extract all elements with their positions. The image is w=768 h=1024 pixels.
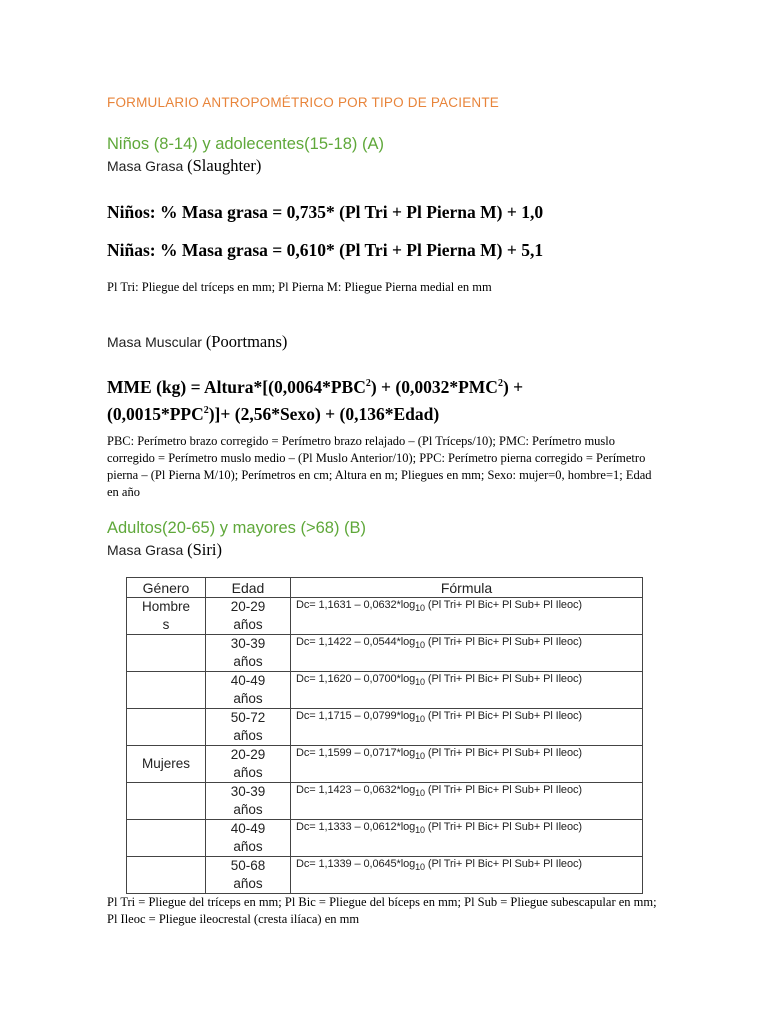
edad-range: 50-68: [230, 858, 266, 873]
section-a-heading: Niños (8-14) y adolecentes(15-18) (A): [107, 135, 384, 153]
cell-formula: [291, 783, 643, 820]
formula-ninos: Niños: % Masa grasa = 0,735* (Pl Tri + Pl Pierna M) + 1,0: [107, 202, 544, 222]
formula-head: Dc= 1,1620 – 0,0700*: [296, 673, 401, 685]
cell-formula: [291, 598, 643, 635]
log-base: 10: [415, 677, 425, 687]
cell-formula: [291, 746, 643, 783]
table-row: [127, 672, 643, 709]
genero-line1: Hombre: [141, 599, 190, 614]
cell-genero: [127, 857, 206, 894]
formula-head: Dc= 1,1423 – 0,0632*: [296, 784, 401, 796]
masa-grasa-label-text-b: Masa Grasa: [107, 542, 184, 558]
table-row: [127, 635, 643, 672]
edad-unit: años: [233, 617, 263, 632]
formula-mme-line1: MME $(kg) = Altura*[(0,0064*PBC^2) + (0,0032*PMC^2)$ +: [107, 376, 524, 397]
cell-genero: [127, 598, 206, 635]
cell-edad: [206, 783, 291, 820]
masa-grasa-label-b: [107, 540, 222, 560]
note-mme: PBC: Perímetro brazo corregido = Perímetro brazo relajado – (Pl Tríceps/10); PMC: Perímetro muslo corregido = Perímetro muslo medio – (Pl Muslo Anterior/10); PPC: Perímetro pierna corregido = Perímetro pierna – (Pl Pierna M/10); Perímetros en cm; Altura en m; Pliegues en mm; Sexo: mujer=0, hombre=1; Edad en año: [107, 434, 652, 499]
log-base: 10: [415, 751, 425, 761]
cell-formula: [291, 709, 643, 746]
cell-edad: [206, 857, 291, 894]
edad-range: 50-72: [230, 710, 266, 725]
genero-line2: s: [162, 617, 170, 632]
edad-unit: años: [233, 728, 263, 743]
cell-genero: [127, 820, 206, 857]
masa-grasa-label-text: Masa Grasa: [107, 158, 184, 174]
cell-genero: [127, 746, 206, 783]
page-title: FORMULARIO ANTROPOMÉTRICO POR TIPO DE PACIENTE: [107, 95, 499, 110]
formula-tail: (Pl Tri+ Pl Bic+ Pl Sub+ Pl Ileoc): [427, 673, 582, 685]
log-text: log: [400, 636, 416, 648]
header-formula: Fórmula: [291, 578, 643, 598]
header-genero: Género: [127, 578, 206, 598]
cell-formula: [291, 635, 643, 672]
cell-edad: [206, 598, 291, 635]
log-base: 10: [415, 603, 425, 613]
table-row: [127, 598, 643, 635]
log-base: 10: [415, 714, 425, 724]
cell-formula: [291, 672, 643, 709]
formula-tail: (Pl Tri+ Pl Bic+ Pl Sub+ Pl Ileoc): [427, 747, 582, 759]
cell-edad: [206, 709, 291, 746]
formula-tail: (Pl Tri+ Pl Bic+ Pl Sub+ Pl Ileoc): [427, 821, 582, 833]
table-header-row: [127, 578, 643, 598]
log-base: 10: [415, 788, 425, 798]
table-row: [127, 783, 643, 820]
log-base: 10: [415, 862, 425, 872]
log-text: log: [400, 710, 416, 722]
formula-head: Dc= 1,1599 – 0,0717*: [296, 747, 401, 759]
edad-range: 40-49: [230, 821, 266, 836]
cell-genero: [127, 783, 206, 820]
formula-tail: (Pl Tri+ Pl Bic+ Pl Sub+ Pl Ileoc): [427, 599, 582, 611]
formula-tail: (Pl Tri+ Pl Bic+ Pl Sub+ Pl Ileoc): [427, 858, 582, 870]
log-text: log: [400, 747, 416, 759]
log-base: 10: [415, 640, 425, 650]
formula-tail: (Pl Tri+ Pl Bic+ Pl Sub+ Pl Ileoc): [427, 636, 582, 648]
edad-unit: años: [233, 765, 263, 780]
edad-unit: años: [233, 654, 263, 669]
formula-head: Dc= 1,1333 – 0,0612*: [296, 821, 401, 833]
masa-muscular-label-text: Masa Muscular: [107, 334, 202, 350]
cell-genero: [127, 672, 206, 709]
edad-range: 20-29: [230, 599, 266, 614]
log-text: log: [400, 784, 416, 796]
table-row: [127, 709, 643, 746]
slaughter-author: (Slaughter): [187, 156, 262, 175]
formula-ninas: Niñas: % Masa grasa = 0,610* (Pl Tri + Pl Pierna M) + 5,1: [107, 240, 544, 260]
header-edad: Edad: [206, 578, 291, 598]
log-text: log: [400, 821, 416, 833]
masa-muscular-label: [107, 332, 287, 352]
formula-head: Dc= 1,1631 – 0,0632*: [296, 599, 401, 611]
siri-author: (Siri): [187, 540, 222, 559]
note-pliegues-a: Pl Tri: Pliegue del tríceps en mm; Pl Pierna M: Pliegue Pierna medial en mm: [107, 280, 492, 294]
edad-range: 20-29: [230, 747, 266, 762]
table-row: [127, 857, 643, 894]
table-row: [127, 746, 643, 783]
siri-table: [126, 577, 643, 894]
genero-line1: Mujeres: [141, 756, 190, 771]
cell-edad: [206, 820, 291, 857]
formula-head: Dc= 1,1715 – 0,0799*: [296, 710, 401, 722]
edad-unit: años: [233, 691, 263, 706]
cell-formula: [291, 820, 643, 857]
table-row: [127, 820, 643, 857]
formula-tail: (Pl Tri+ Pl Bic+ Pl Sub+ Pl Ileoc): [427, 710, 582, 722]
cell-genero: [127, 709, 206, 746]
formula-mme: [107, 372, 523, 426]
section-b-heading: Adultos(20-65) y mayores (>68) (B): [107, 519, 367, 537]
edad-unit: años: [233, 839, 263, 854]
cell-edad: [206, 635, 291, 672]
log-base: 10: [415, 825, 425, 835]
formula-tail: (Pl Tri+ Pl Bic+ Pl Sub+ Pl Ileoc): [427, 784, 582, 796]
edad-range: 30-39: [230, 636, 266, 651]
formula-head: Dc= 1,1339 – 0,0645*: [296, 858, 401, 870]
log-text: log: [400, 599, 416, 611]
edad-range: 30-39: [230, 784, 266, 799]
formula-mme-line2: $(0,0015*PPC^2)]+$ (2,56*Sexo) + (0,136*Edad): [107, 403, 440, 424]
cell-formula: [291, 857, 643, 894]
poortmans-author: (Poortmans): [205, 332, 288, 351]
log-text: log: [400, 673, 416, 685]
cell-edad: [206, 746, 291, 783]
edad-unit: años: [233, 876, 263, 891]
masa-grasa-label-a: [107, 156, 261, 176]
formula-head: Dc= 1,1422 – 0,0544*: [296, 636, 401, 648]
note-pliegues-b: Pl Tri = Pliegue del tríceps en mm; Pl Bic = Pliegue del bíceps en mm; Pl Sub = Pliegue subescapular en mm; Pl Ileoc = Pliegue ileocrestal (cresta ilíaca) en mm: [107, 895, 657, 926]
cell-genero: [127, 635, 206, 672]
cell-edad: [206, 672, 291, 709]
edad-range: 40-49: [230, 673, 266, 688]
log-text: log: [400, 858, 416, 870]
edad-unit: años: [233, 802, 263, 817]
